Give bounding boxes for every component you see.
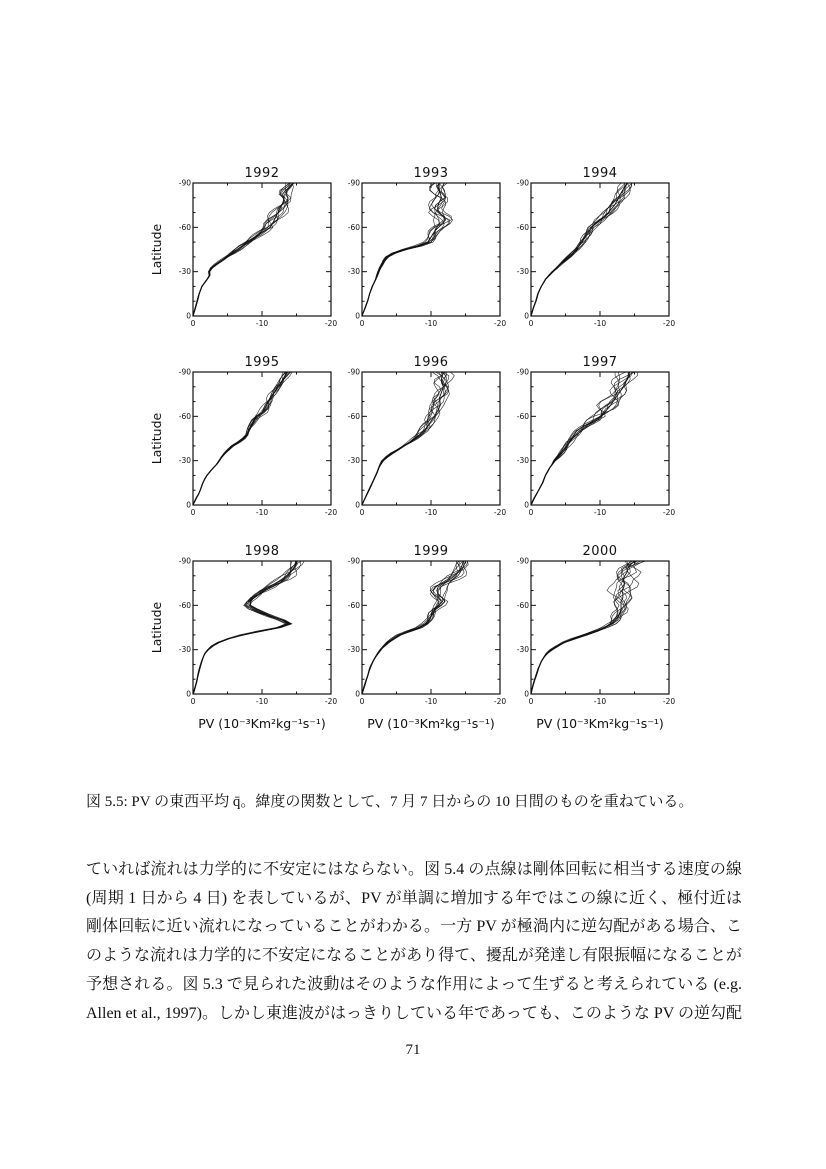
- y-tick-label: -30: [516, 456, 529, 466]
- pv-profile-lines: [362, 183, 453, 316]
- pv-profile-line: [531, 561, 633, 694]
- y-tick-label: 0: [186, 311, 191, 321]
- pv-profile-line: [531, 561, 641, 694]
- axis-ticks: [531, 561, 669, 694]
- y-tick-label: -30: [178, 267, 191, 277]
- panel-title-year: 1992: [244, 166, 280, 181]
- y-axis-label: Latitude: [149, 412, 164, 465]
- pv-profile-line: [193, 183, 294, 316]
- body-paragraph: [86, 856, 742, 1028]
- pv-profile-line: [531, 372, 637, 505]
- x-tick-label: -20: [662, 508, 676, 517]
- x-axis-label: PV (10⁻³Km²kg⁻¹s⁻¹): [536, 716, 664, 731]
- x-tick-label: -10: [593, 319, 607, 328]
- x-tick-label: -10: [593, 697, 607, 706]
- y-tick-label: -60: [347, 600, 360, 610]
- panel-title-year: 1998: [244, 544, 280, 559]
- panel-title-year: 1994: [582, 166, 618, 181]
- x-tick-label: -20: [662, 319, 676, 328]
- subplot-1993: [348, 166, 507, 328]
- pv-profile-line: [193, 372, 285, 505]
- plot-frame: [531, 372, 669, 505]
- pv-profile-line: [362, 372, 447, 505]
- y-tick-label: -90: [347, 367, 360, 377]
- y-tick-label: 0: [524, 311, 529, 321]
- pv-profile-lines: [193, 183, 294, 316]
- pv-profile-line: [193, 183, 293, 316]
- page-number: 71: [405, 1042, 421, 1058]
- subplot-1999: [348, 544, 507, 731]
- figure-caption-text: 図 5.5: PV の東西平均 q̄。緯度の関数として、7 月 7 日からの 10 日間のものを重ねている。: [86, 794, 694, 810]
- x-tick-label: 0: [528, 319, 534, 328]
- y-tick-label: -90: [516, 367, 529, 377]
- y-tick-label: -30: [347, 267, 360, 277]
- x-tick-label: -10: [424, 319, 438, 328]
- pv-profile-line: [362, 372, 448, 505]
- subplot-2000: [517, 544, 676, 731]
- panel-title-year: 1999: [413, 544, 449, 559]
- y-tick-label: -60: [178, 411, 191, 421]
- y-tick-label: -90: [516, 178, 529, 188]
- y-tick-label: -90: [347, 556, 360, 566]
- pv-profile-line: [193, 561, 304, 694]
- panel-title-year: 1995: [244, 355, 280, 370]
- pv-profile-line: [531, 561, 644, 694]
- subplot-1995: [149, 355, 337, 517]
- pv-profile-line: [193, 183, 294, 316]
- x-axis-label: PV (10⁻³Km²kg⁻¹s⁻¹): [367, 716, 495, 731]
- pv-profile-lines: [193, 372, 292, 505]
- y-tick-label: -30: [516, 267, 529, 277]
- body-line: 予想される。図 5.3 で見られた波動はそのような作用によって生ずると考えられている (e.g.: [86, 975, 742, 993]
- x-tick-label: -20: [662, 697, 676, 706]
- subplot-1992: [149, 166, 337, 328]
- y-tick-label: -30: [347, 645, 360, 655]
- y-tick-label: -30: [516, 645, 529, 655]
- x-tick-label: 0: [359, 508, 365, 517]
- panel-title-year: 2000: [582, 544, 618, 559]
- y-tick-label: -90: [178, 178, 191, 188]
- body-line: (周期 1 日から 4 日) を表しているが、PV が単調に増加する年ではこの線に近く、極付近は: [86, 889, 742, 907]
- y-tick-label: -60: [178, 600, 191, 610]
- x-tick-label: -20: [324, 319, 338, 328]
- y-tick-label: -60: [178, 222, 191, 232]
- x-tick-label: -10: [255, 508, 269, 517]
- y-tick-label: -90: [178, 556, 191, 566]
- pv-profile-line: [362, 372, 454, 505]
- pv-profile-lines: [193, 561, 304, 694]
- pv-profile-line: [362, 372, 449, 505]
- pv-profile-lines: [362, 561, 468, 694]
- panel-title-year: 1993: [413, 166, 449, 181]
- pv-profile-line: [193, 183, 294, 316]
- x-tick-label: -10: [255, 319, 269, 328]
- plot-frame: [362, 561, 500, 694]
- y-tick-label: 0: [355, 311, 360, 321]
- x-tick-label: -20: [493, 508, 507, 517]
- y-axis-label: Latitude: [149, 601, 164, 654]
- x-tick-label: -10: [424, 508, 438, 517]
- x-tick-label: 0: [190, 697, 196, 706]
- x-tick-label: 0: [359, 697, 365, 706]
- y-tick-label: 0: [186, 689, 191, 699]
- pv-profile-line: [531, 183, 632, 316]
- y-tick-label: -60: [516, 411, 529, 421]
- x-tick-label: -20: [324, 508, 338, 517]
- axis-ticks: [193, 183, 331, 316]
- plot-frame: [531, 561, 669, 694]
- x-tick-label: 0: [190, 319, 196, 328]
- body-line: 剛体回転に近い流れになっていることがわかる。一方 PV が極渦内に逆勾配がある場合、こ: [86, 918, 742, 936]
- y-axis-label: Latitude: [149, 223, 164, 276]
- pv-profile-line: [362, 372, 446, 505]
- plot-frame: [193, 183, 331, 316]
- axis-ticks: [193, 372, 331, 505]
- pv-profile-line: [362, 372, 446, 505]
- plot-frame: [362, 183, 500, 316]
- x-tick-label: 0: [528, 508, 534, 517]
- axis-ticks: [193, 561, 331, 694]
- axis-ticks: [362, 561, 500, 694]
- x-tick-label: -10: [424, 697, 438, 706]
- y-tick-label: -30: [178, 456, 191, 466]
- pv-profile-lines: [531, 183, 632, 316]
- panel-title-year: 1996: [413, 355, 449, 370]
- pv-profile-line: [362, 561, 464, 694]
- pv-profile-line: [193, 183, 293, 316]
- pv-profile-line: [362, 561, 457, 694]
- figure-caption: [86, 791, 746, 813]
- y-tick-label: -60: [347, 411, 360, 421]
- pv-profile-line: [531, 372, 628, 505]
- plot-frame: [193, 561, 331, 694]
- y-tick-label: -90: [347, 178, 360, 188]
- x-tick-label: 0: [528, 697, 534, 706]
- x-tick-label: -20: [493, 319, 507, 328]
- pv-profile-line: [531, 183, 632, 316]
- pv-mean-line: [362, 561, 463, 694]
- pv-profile-line: [531, 561, 646, 694]
- x-tick-label: -10: [255, 697, 269, 706]
- pv-profile-lines: [362, 372, 454, 505]
- y-tick-label: -60: [516, 600, 529, 610]
- body-line: のような流れは力学的に不安定になることがあり得て、擾乱が発達し有限振幅になることが: [86, 947, 742, 965]
- axis-ticks: [531, 183, 669, 316]
- pv-profile-line: [531, 183, 628, 316]
- y-tick-label: 0: [524, 689, 529, 699]
- pv-profile-line: [531, 372, 632, 505]
- y-tick-label: 0: [186, 500, 191, 510]
- subplot-1996: [348, 355, 507, 517]
- y-tick-label: -30: [178, 645, 191, 655]
- y-tick-label: -90: [516, 556, 529, 566]
- y-tick-label: 0: [355, 500, 360, 510]
- pv-profile-line: [362, 372, 449, 505]
- pv-profile-line: [531, 372, 621, 505]
- pv-profile-lines: [531, 561, 646, 694]
- axis-ticks: [531, 372, 669, 505]
- x-tick-label: 0: [359, 319, 365, 328]
- y-tick-label: -60: [347, 222, 360, 232]
- pv-profile-line: [362, 372, 442, 505]
- axis-ticks: [362, 372, 500, 505]
- pv-mean-line: [193, 183, 293, 316]
- body-line: Allen et al., 1997)。しかし東進波がはっきりしている年であっても、このような PV の逆勾配: [86, 1004, 742, 1022]
- x-tick-label: -10: [593, 508, 607, 517]
- pv-profile-lines: [531, 372, 637, 505]
- y-tick-label: 0: [355, 689, 360, 699]
- plot-frame: [193, 372, 331, 505]
- plot-frame: [362, 372, 500, 505]
- y-tick-label: -30: [347, 456, 360, 466]
- pv-profile-line: [531, 372, 619, 505]
- pv-profile-line: [531, 561, 636, 694]
- x-axis-label: PV (10⁻³Km²kg⁻¹s⁻¹): [198, 716, 326, 731]
- subplot-1998: [149, 544, 337, 731]
- y-tick-label: 0: [524, 500, 529, 510]
- x-tick-label: 0: [190, 508, 196, 517]
- pv-profile-line: [531, 372, 626, 505]
- pv-profile-line: [193, 372, 283, 505]
- subplot-1997: [517, 355, 676, 517]
- pv-profile-line: [193, 183, 294, 316]
- body-line: ていれば流れは力学的に不安定にはならない。図 5.4 の点線は剛体回転に相当する速度の線: [86, 861, 742, 878]
- x-tick-label: -20: [493, 697, 507, 706]
- x-tick-label: -20: [324, 697, 338, 706]
- pv-profile-line: [531, 561, 637, 694]
- y-tick-label: -60: [516, 222, 529, 232]
- panel-title-year: 1997: [582, 355, 618, 370]
- subplot-1994: [517, 166, 676, 328]
- pv-profile-line: [362, 183, 446, 316]
- pv-profile-line: [193, 372, 287, 505]
- plot-frame: [531, 183, 669, 316]
- axis-ticks: [362, 183, 500, 316]
- pv-mean-line: [362, 372, 443, 505]
- y-tick-label: -90: [178, 367, 191, 377]
- pv-profile-line: [193, 372, 286, 505]
